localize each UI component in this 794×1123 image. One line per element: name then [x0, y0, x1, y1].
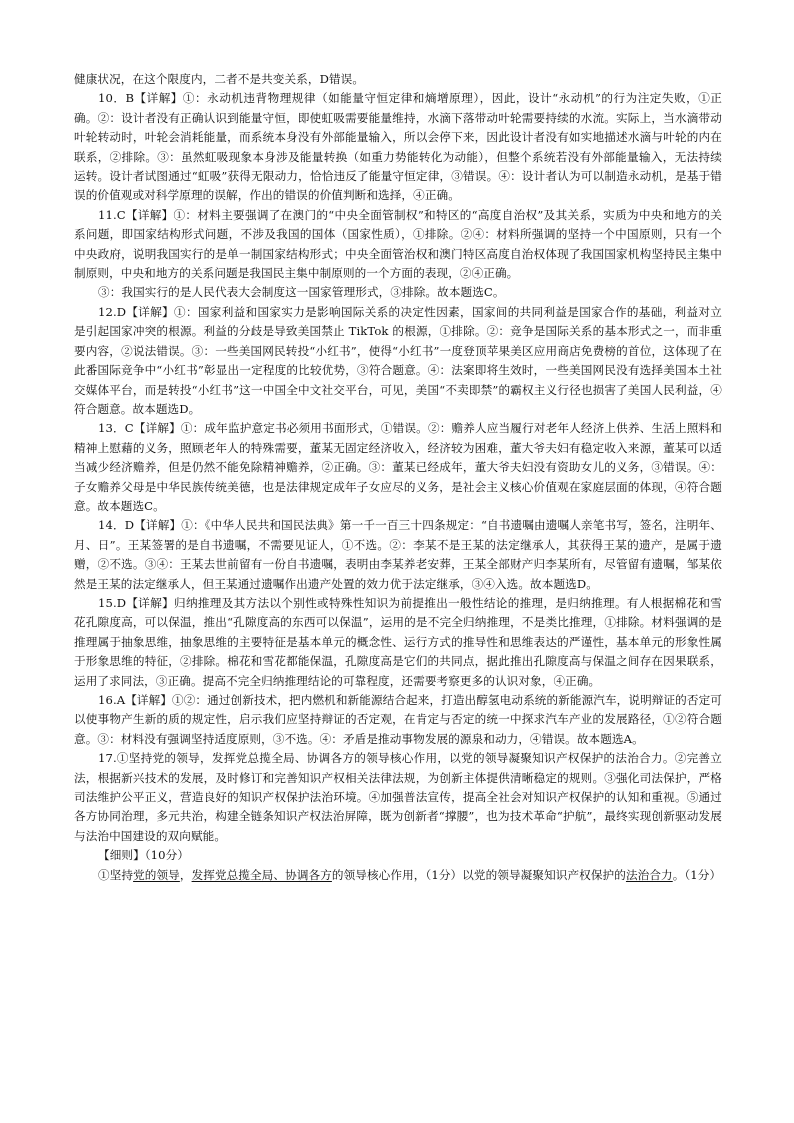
rule-text: 。（1分） [672, 867, 722, 882]
answer-16: 16.A【详解】①②：通过创新技术，把内燃机和新能源结合起来，打造出醇氢电动系统的新能源汽车，说明辩证的否定可以使事物产生新的质的规定性，启示我们应坚持辩证的否定观，在肯定与否定的统一中探求汽车产业的发展路径，①②符合题意。③：材料没有强调坚持适度原则，③不选。④：矛盾是推动事物发展的源泉和动力，④错误。故本题选A。 [74, 693, 722, 746]
rule-text: ， [179, 867, 192, 882]
answer-12: 12.D【详解】①：国家利益和国家实力是影响国际关系的决定性因素，国家间的共同利益是国家合作的基础，利益对立是引起国家冲突的根源。利益的分歧是导致美国禁止 TikTok 的根源，①排除。②：竞争是国际关系的基本形式之一，而非重要内容，②说法错误。③：一些美国网民转投“小红书”，使得“小红书”一度登顶苹果美区应用商店免费榜的首位，这体现了在此番国际竞争中“小红书”彰显出一定程度的比较优势，③符合题意。④：法案即将生效时，一些美国网民没有选择美国本土社交媒体平台，而是转投“小红书”这一中国全中文社交平台，可见，美国“不卖即禁”的霸权主义行径也损害了美国人民利益，④符合题意。故本题选D。 [74, 304, 722, 416]
answer-13: 13．C【详解】①：成年监护意定书必须用书面形式，①错误。②：赡养人应当履行对老年人经济上供养、生活上照料和精神上慰藉的义务，照顾老年人的特殊需要，董某无固定经济收入，经济较为困难，董大爷夫妇有稳定收入来源，董某可以适当减少经济赡养，但是仍然不能免除精神赡养，②正确。③：董某已经成年，董大爷夫妇没有资助女儿的义务，③错误。④：子女赡养父母是中华民族传统美德，也是法律规定成年子女应尽的义务，是社会主义核心价值观在家庭层面的体现，④符合题意。故本题选C。 [74, 421, 722, 513]
answer-11: 11.C【详解】①：材料主要强调了在澳门的“中央全面管制权”和特区的“高度自治权”及其关系，实质为中央和地方的关系问题，即国家结构形式问题，不涉及我国的国体（国家性质），①排除。②④：材料所强调的坚持一个中国原则，只有一个中央政府，说明我国实行的是单一制国家结构形式；中央全面管治权和澳门特区高度自治权体现了我国国家机构坚持民主集中制原则，中央和地方的关系问题是我国民主集中制原则的一个方面的表现，②④正确。 [74, 207, 722, 281]
rule-text: ①坚持 [98, 867, 134, 882]
answer-11-continued: ③：我国实行的是人民代表大会制度这一国家管理形式，③排除。故本题选C。 [98, 285, 505, 300]
paragraph-continuation: 健康状况，在这个限度内，二者不是共变关系，D错误。 [74, 72, 365, 86]
answer-15: 15.D【详解】归纳推理及其方法以个别性或特殊性知识为前提推出一般性结论的推理，是归纳推理。有人根据棉花和雪花孔隙度高，可以保温，推出“孔隙度高的东西可以保温”，运用的是不完全归纳推理，不是类比推理，①排除。材料强调的是推理属于抽象思维，抽象思维的主要特征是基本单元的概念性、运行方式的推导性和思维表达的严谨性，基本单元的形象性属于形象思维的特征，②排除。棉花和雪花都能保温，孔隙度高是它们的共同点，据此推出孔隙度高与保温之间存在因果联系，运用了求同法，③正确。提高不完全归纳推理结论的可靠程度，还需要考察更多的认识对象，④正确。 [74, 595, 722, 688]
scoring-rules-heading: 【细则】（10分） [98, 848, 190, 863]
rule-text: 的领导核心作用，（1分）以党的领导凝聚知识产权保护的 [331, 867, 626, 882]
scoring-rule-1 [74, 866, 722, 885]
document-page [74, 70, 722, 885]
underlined-keyword: 党的领导 [133, 867, 180, 882]
answer-10: 10．B【详解】①：永动机违背物理规律（如能量守恒定律和熵增原理），因此，设计“永动机”的行为注定失败，①正确。②：设计者没有正确认识到能量守恒，即使虹吸需要能量维持，水滴下落带动叶轮需要持续的水流。实际上，当水滴带动叶轮转动时，叶轮会消耗能量，而系统本身没有外部能量输入，所以会停下来，因此设计者没有如实地描述水滴与叶轮的内在联系，②排除。③：虽然虹吸现象本身涉及能量转换（如重力势能转化为动能），但整个系统若没有外部能量输入，无法持续运转。设计者试图通过“虹吸”获得无限动力，恰恰违反了能量守恒定律，③错误。④：设计者认为可以制造永动机，是基于错误的价值观或对科学原理的误解，作出的错误的价值判断和选择，④正确。 [74, 91, 722, 203]
answer-14: 14．D【详解】①：《中华人民共和国民法典》第一千一百三十四条规定：“自书遗嘱由遗嘱人亲笔书写，签名，注明年、月、日”。王某签署的是自书遗嘱，不需要见证人，①不选。②：李某不是王某的法定继承人，其获得王某的遗产，是属于遗赠，②不选。③④：王某去世前留有一份自书遗嘱，表明由李某养老安葬，王某全部财产归李某所有，尽管留有遗嘱，邹某依然是王某的法定继承人，但王某通过遗嘱作出遗产处置的效力优于法定继承，③④入选。故本题选D。 [74, 518, 722, 591]
underlined-keyword: 发挥党总揽全局、协调各方 [191, 867, 332, 882]
answer-17: 17.①坚持党的领导，发挥党总揽全局、协调各方的领导核心作用，以党的领导凝聚知识产权保护的法治合力。②完善立法，根据新兴技术的发展，及时修订和完善知识产权相关法律法规，为创新主体提供清晰稳定的规则。③强化司法保护，严格司法维护公平正义，营造良好的知识产权保护法治环境。④加强普法宣传，提高全社会对知识产权保护的认知和重视。⑤通过各方协同治理，多元共治，构建全链条知识产权法治屏障，既为创新者“撑腰”，也为技术革命“护航”，最终实现创新驱动发展与法治中国建设的双向赋能。 [74, 751, 722, 843]
underlined-keyword: 法治合力 [625, 867, 673, 882]
